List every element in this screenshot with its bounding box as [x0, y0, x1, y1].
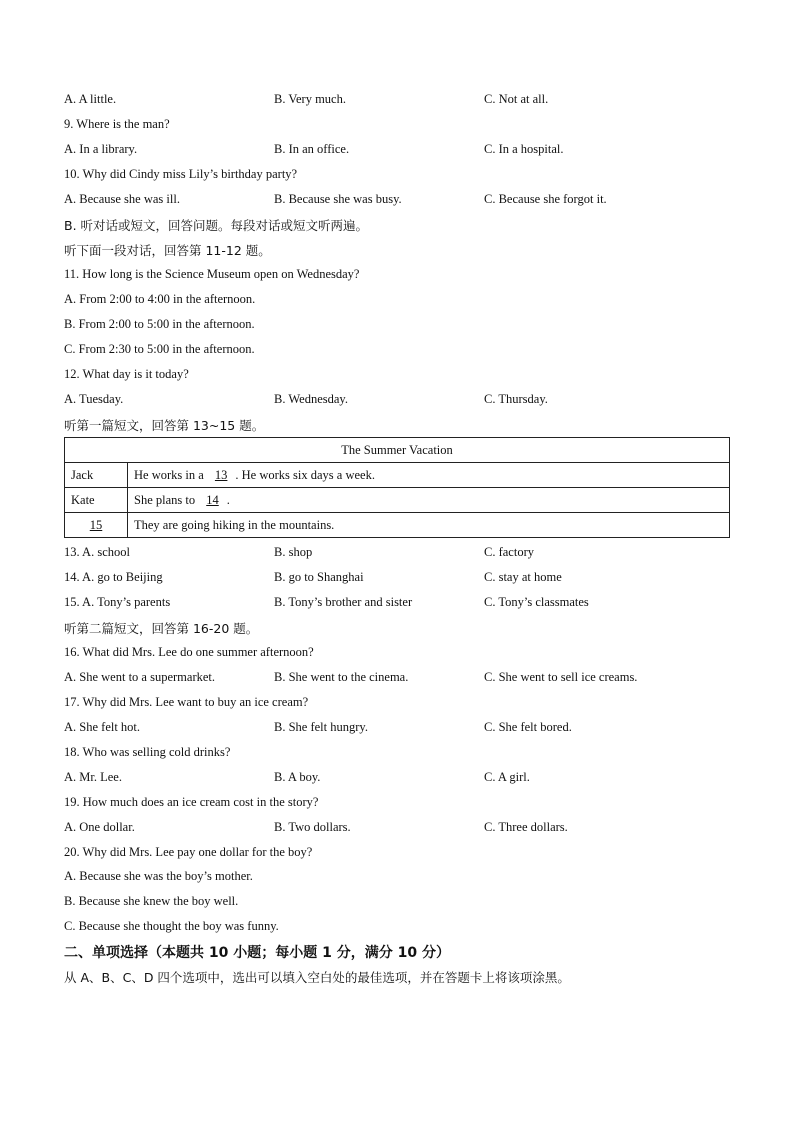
q16-option-c: C. She went to sell ice creams. [484, 670, 638, 684]
q12-option-b: B. Wednesday. [274, 392, 348, 406]
q9-option-a: A. In a library. [64, 142, 138, 156]
q9-options [64, 142, 744, 162]
passage1-intro: 听第一篇短文，回答第 13~15 题。 [64, 418, 265, 433]
table-content-cell [128, 463, 730, 488]
q15-option-b: B. Tony’s brother and sister [274, 595, 413, 609]
summer-vacation-table [64, 437, 730, 538]
q12-option-c: C. Thursday. [484, 392, 548, 406]
q8-options [64, 92, 744, 112]
q19-question: 19. How much does an ice cream cost in the story? [64, 795, 319, 809]
q10-option-a: A. Because she was ill. [64, 192, 180, 206]
table-text-post: . [226, 492, 230, 507]
q19-option-c: C. Three dollars. [484, 820, 568, 834]
blank-13: 13 [214, 467, 228, 482]
q16-option-b: B. She went to the cinema. [274, 670, 409, 684]
q8-option-a: A. A little. [64, 92, 117, 106]
q18-option-b: B. A boy. [274, 770, 321, 784]
blank-15: 15 [89, 517, 103, 532]
q8-option-b: B. Very much. [274, 92, 346, 106]
q10-options [64, 192, 744, 212]
table-row [65, 513, 730, 538]
q9-option-c: C. In a hospital. [484, 142, 564, 156]
part2-heading: 二、单项选择（本题共 10 小题；每小题 1 分，满分 10 分） [64, 945, 450, 961]
q13-option-a: 13. A. school [64, 545, 130, 559]
q17-question: 17. Why did Mrs. Lee want to buy an ice cream? [64, 695, 309, 709]
q17-option-b: B. She felt hungry. [274, 720, 368, 734]
blank-14: 14 [206, 492, 219, 507]
table-text-post: . He works six days a week. [235, 467, 375, 482]
q19-option-b: B. Two dollars. [274, 820, 351, 834]
q16-question: 16. What did Mrs. Lee do one summer afternoon? [64, 645, 314, 659]
q10-question: 10. Why did Cindy miss Lily’s birthday party? [64, 167, 298, 181]
table-row [65, 463, 730, 488]
q11-question: 11. How long is the Science Museum open on Wednesday? [64, 267, 360, 281]
table-title-row [65, 438, 730, 463]
q14-option-a: 14. A. go to Beijing [64, 570, 163, 584]
table-name-cell: Kate [65, 488, 128, 513]
q20-option-c: C. Because she thought the boy was funny. [64, 919, 279, 933]
q13-options [64, 545, 744, 565]
q13-option-b: B. shop [274, 545, 313, 559]
q12-option-a: A. Tuesday. [64, 392, 124, 406]
table-name-cell: Jack [65, 463, 128, 488]
q14-option-c: C. stay at home [484, 570, 562, 584]
q18-option-a: A. Mr. Lee. [64, 770, 122, 784]
q18-options [64, 770, 744, 790]
q20-option-b: B. Because she knew the boy well. [64, 894, 239, 908]
q15-option-c: C. Tony’s classmates [484, 595, 589, 609]
q19-options [64, 820, 744, 840]
q14-option-b: B. go to Shanghai [274, 570, 364, 584]
q15-options [64, 595, 744, 615]
q15-option-a: 15. A. Tony’s parents [64, 595, 171, 609]
table-row [65, 488, 730, 513]
passage2-intro: 听第二篇短文，回答第 16-20 题。 [64, 621, 259, 636]
section-b-instruction: B. 听对话或短文，回答问题。每段对话或短文听两遍。 [64, 218, 369, 233]
part2-instruction: 从 A、B、C、D 四个选项中，选出可以填入空白处的最佳选项，并在答题卡上将该项涂黑。 [64, 970, 570, 985]
q19-option-a: A. One dollar. [64, 820, 135, 834]
table-content-cell: They are going hiking in the mountains. [128, 513, 730, 538]
q12-options [64, 392, 744, 412]
q17-options [64, 720, 744, 740]
q12-question: 12. What day is it today? [64, 367, 189, 381]
q18-option-c: C. A girl. [484, 770, 530, 784]
table-text-pre: She plans to [134, 492, 196, 507]
q14-options [64, 570, 744, 590]
q16-options [64, 670, 744, 690]
q11-option-c: C. From 2:30 to 5:00 in the afternoon. [64, 342, 255, 356]
q8-option-c: C. Not at all. [484, 92, 549, 106]
q16-option-a: A. She went to a supermarket. [64, 670, 216, 684]
table-text-pre: He works in a [134, 467, 204, 482]
q11-option-a: A. From 2:00 to 4:00 in the afternoon. [64, 292, 256, 306]
table-title: The Summer Vacation [65, 438, 730, 463]
table-content-cell [128, 488, 730, 513]
q20-question: 20. Why did Mrs. Lee pay one dollar for the boy? [64, 845, 313, 859]
q18-question: 18. Who was selling cold drinks? [64, 745, 231, 759]
q9-option-b: B. In an office. [274, 142, 350, 156]
q20-option-a: A. Because she was the boy’s mother. [64, 869, 253, 883]
q13-option-c: C. factory [484, 545, 534, 559]
q17-option-c: C. She felt bored. [484, 720, 572, 734]
q17-option-a: A. She felt hot. [64, 720, 141, 734]
table-name-cell [65, 513, 128, 538]
q11-option-b: B. From 2:00 to 5:00 in the afternoon. [64, 317, 255, 331]
dialogue-intro: 听下面一段对话，回答第 11-12 题。 [64, 243, 271, 258]
q10-option-c: C. Because she forgot it. [484, 192, 607, 206]
q9-question: 9. Where is the man? [64, 117, 170, 131]
q10-option-b: B. Because she was busy. [274, 192, 402, 206]
